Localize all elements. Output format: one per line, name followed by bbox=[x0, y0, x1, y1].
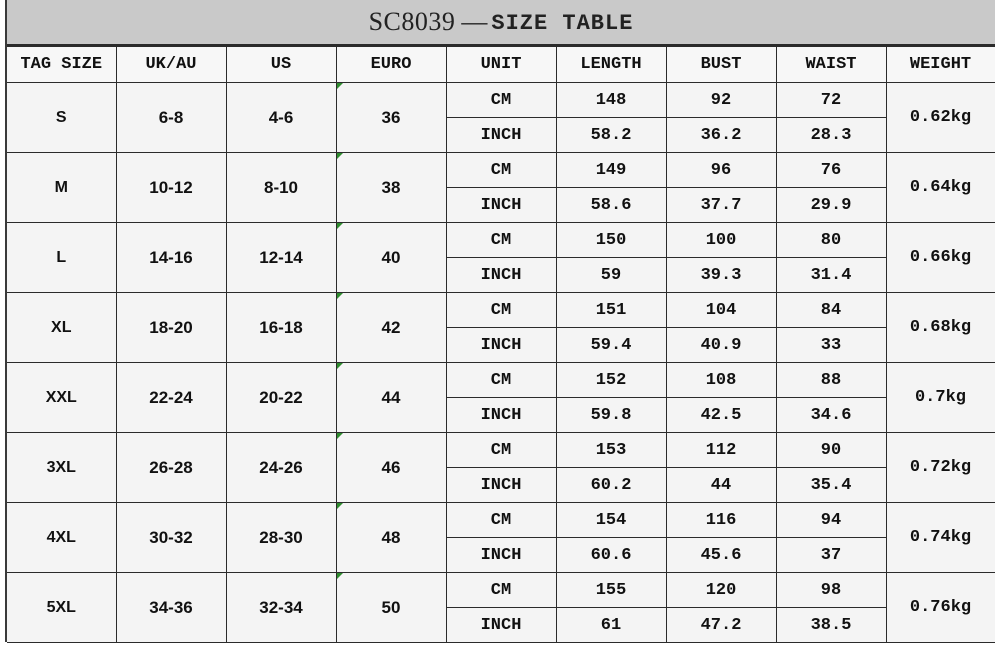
euro-value: 44 bbox=[381, 387, 401, 407]
waist-cm-cell: 84 bbox=[776, 293, 886, 328]
unit-cm-cell: CM bbox=[446, 223, 556, 258]
corner-marker bbox=[337, 433, 343, 439]
uk-au-cell: 26-28 bbox=[116, 433, 226, 503]
bust-inch-cell: 40.9 bbox=[666, 328, 776, 363]
waist-cm-cell: 90 bbox=[776, 433, 886, 468]
tag-size-cell: L bbox=[7, 223, 116, 293]
waist-cm-cell: 94 bbox=[776, 503, 886, 538]
length-cm-cell: 153 bbox=[556, 433, 666, 468]
table-row-cm bbox=[7, 573, 995, 608]
uk-au-cell: 22-24 bbox=[116, 363, 226, 433]
us-cell: 4-6 bbox=[226, 83, 336, 153]
bust-inch-cell: 36.2 bbox=[666, 118, 776, 153]
weight-cell: 0.62kg bbox=[886, 83, 995, 153]
title-bar bbox=[7, 0, 995, 46]
weight-cell: 0.68kg bbox=[886, 293, 995, 363]
header-euro: EURO bbox=[336, 47, 446, 83]
table-row-cm bbox=[7, 83, 995, 118]
length-cm-cell: 152 bbox=[556, 363, 666, 398]
tag-size-cell: XL bbox=[7, 293, 116, 363]
corner-marker bbox=[337, 223, 343, 229]
header-length: LENGTH bbox=[556, 47, 666, 83]
bust-cm-cell: 96 bbox=[666, 153, 776, 188]
table-row-cm bbox=[7, 223, 995, 258]
length-cm-cell: 155 bbox=[556, 573, 666, 608]
size-table bbox=[7, 46, 995, 643]
length-inch-cell: 60.6 bbox=[556, 538, 666, 573]
euro-cell bbox=[336, 153, 446, 223]
length-inch-cell: 59.4 bbox=[556, 328, 666, 363]
tag-size-cell: M bbox=[7, 153, 116, 223]
euro-cell bbox=[336, 83, 446, 153]
header-weight: WEIGHT bbox=[886, 47, 995, 83]
length-inch-cell: 58.6 bbox=[556, 188, 666, 223]
weight-cell: 0.64kg bbox=[886, 153, 995, 223]
bust-inch-cell: 47.2 bbox=[666, 608, 776, 643]
unit-inch-cell: INCH bbox=[446, 608, 556, 643]
euro-cell bbox=[336, 293, 446, 363]
header-bust: BUST bbox=[666, 47, 776, 83]
corner-marker bbox=[337, 503, 343, 509]
tag-size-cell: S bbox=[7, 83, 116, 153]
euro-cell bbox=[336, 503, 446, 573]
table-row-cm bbox=[7, 363, 995, 398]
length-cm-cell: 149 bbox=[556, 153, 666, 188]
unit-cm-cell: CM bbox=[446, 503, 556, 538]
euro-value: 50 bbox=[381, 597, 401, 617]
unit-inch-cell: INCH bbox=[446, 538, 556, 573]
euro-cell bbox=[336, 433, 446, 503]
size-chart-frame bbox=[5, 0, 995, 642]
waist-cm-cell: 88 bbox=[776, 363, 886, 398]
waist-inch-cell: 37 bbox=[776, 538, 886, 573]
uk-au-cell: 34-36 bbox=[116, 573, 226, 643]
table-body bbox=[7, 83, 995, 643]
euro-value: 42 bbox=[381, 317, 401, 337]
unit-cm-cell: CM bbox=[446, 83, 556, 118]
waist-cm-cell: 76 bbox=[776, 153, 886, 188]
uk-au-cell: 14-16 bbox=[116, 223, 226, 293]
table-row-cm bbox=[7, 293, 995, 328]
tag-size-cell: 5XL bbox=[7, 573, 116, 643]
bust-cm-cell: 92 bbox=[666, 83, 776, 118]
header-row bbox=[7, 47, 995, 83]
weight-cell: 0.72kg bbox=[886, 433, 995, 503]
waist-cm-cell: 98 bbox=[776, 573, 886, 608]
length-inch-cell: 61 bbox=[556, 608, 666, 643]
length-cm-cell: 151 bbox=[556, 293, 666, 328]
us-cell: 32-34 bbox=[226, 573, 336, 643]
title-dash: — bbox=[461, 7, 488, 36]
bust-inch-cell: 45.6 bbox=[666, 538, 776, 573]
unit-cm-cell: CM bbox=[446, 363, 556, 398]
weight-cell: 0.74kg bbox=[886, 503, 995, 573]
size-table-title: SIZE TABLE bbox=[491, 10, 634, 36]
length-cm-cell: 150 bbox=[556, 223, 666, 258]
us-cell: 20-22 bbox=[226, 363, 336, 433]
euro-cell bbox=[336, 223, 446, 293]
waist-cm-cell: 80 bbox=[776, 223, 886, 258]
header-us: US bbox=[226, 47, 336, 83]
header-unit: UNIT bbox=[446, 47, 556, 83]
euro-value: 38 bbox=[381, 177, 401, 197]
unit-cm-cell: CM bbox=[446, 293, 556, 328]
euro-cell bbox=[336, 363, 446, 433]
us-cell: 8-10 bbox=[226, 153, 336, 223]
waist-inch-cell: 29.9 bbox=[776, 188, 886, 223]
unit-inch-cell: INCH bbox=[446, 328, 556, 363]
uk-au-cell: 10-12 bbox=[116, 153, 226, 223]
unit-inch-cell: INCH bbox=[446, 398, 556, 433]
euro-value: 46 bbox=[381, 457, 401, 477]
unit-inch-cell: INCH bbox=[446, 188, 556, 223]
bust-inch-cell: 37.7 bbox=[666, 188, 776, 223]
length-inch-cell: 59 bbox=[556, 258, 666, 293]
euro-value: 36 bbox=[381, 107, 401, 127]
unit-inch-cell: INCH bbox=[446, 258, 556, 293]
waist-cm-cell: 72 bbox=[776, 83, 886, 118]
length-inch-cell: 60.2 bbox=[556, 468, 666, 503]
bust-cm-cell: 116 bbox=[666, 503, 776, 538]
length-cm-cell: 154 bbox=[556, 503, 666, 538]
uk-au-cell: 6-8 bbox=[116, 83, 226, 153]
table-row-cm bbox=[7, 153, 995, 188]
us-cell: 16-18 bbox=[226, 293, 336, 363]
corner-marker bbox=[337, 293, 343, 299]
weight-cell: 0.7kg bbox=[886, 363, 995, 433]
waist-inch-cell: 35.4 bbox=[776, 468, 886, 503]
table-row-cm bbox=[7, 503, 995, 538]
waist-inch-cell: 34.6 bbox=[776, 398, 886, 433]
euro-cell bbox=[336, 573, 446, 643]
tag-size-cell: 4XL bbox=[7, 503, 116, 573]
uk-au-cell: 30-32 bbox=[116, 503, 226, 573]
header-waist: WAIST bbox=[776, 47, 886, 83]
weight-cell: 0.66kg bbox=[886, 223, 995, 293]
waist-inch-cell: 38.5 bbox=[776, 608, 886, 643]
unit-inch-cell: INCH bbox=[446, 468, 556, 503]
bust-inch-cell: 39.3 bbox=[666, 258, 776, 293]
length-cm-cell: 148 bbox=[556, 83, 666, 118]
bust-inch-cell: 42.5 bbox=[666, 398, 776, 433]
us-cell: 24-26 bbox=[226, 433, 336, 503]
product-code: SC8039 bbox=[368, 7, 456, 36]
bust-cm-cell: 108 bbox=[666, 363, 776, 398]
length-inch-cell: 59.8 bbox=[556, 398, 666, 433]
header-tag-size: TAG SIZE bbox=[7, 47, 116, 83]
bust-cm-cell: 120 bbox=[666, 573, 776, 608]
unit-cm-cell: CM bbox=[446, 573, 556, 608]
bust-cm-cell: 100 bbox=[666, 223, 776, 258]
corner-marker bbox=[337, 83, 343, 89]
unit-cm-cell: CM bbox=[446, 433, 556, 468]
header-uk-au: UK/AU bbox=[116, 47, 226, 83]
length-inch-cell: 58.2 bbox=[556, 118, 666, 153]
uk-au-cell: 18-20 bbox=[116, 293, 226, 363]
waist-inch-cell: 33 bbox=[776, 328, 886, 363]
us-cell: 12-14 bbox=[226, 223, 336, 293]
weight-cell: 0.76kg bbox=[886, 573, 995, 643]
us-cell: 28-30 bbox=[226, 503, 336, 573]
euro-value: 40 bbox=[381, 247, 401, 267]
euro-value: 48 bbox=[381, 527, 401, 547]
corner-marker bbox=[337, 573, 343, 579]
corner-marker bbox=[337, 153, 343, 159]
tag-size-cell: XXL bbox=[7, 363, 116, 433]
bust-cm-cell: 104 bbox=[666, 293, 776, 328]
tag-size-cell: 3XL bbox=[7, 433, 116, 503]
bust-cm-cell: 112 bbox=[666, 433, 776, 468]
unit-cm-cell: CM bbox=[446, 153, 556, 188]
unit-inch-cell: INCH bbox=[446, 118, 556, 153]
bust-inch-cell: 44 bbox=[666, 468, 776, 503]
waist-inch-cell: 28.3 bbox=[776, 118, 886, 153]
corner-marker bbox=[337, 363, 343, 369]
table-row-cm bbox=[7, 433, 995, 468]
waist-inch-cell: 31.4 bbox=[776, 258, 886, 293]
